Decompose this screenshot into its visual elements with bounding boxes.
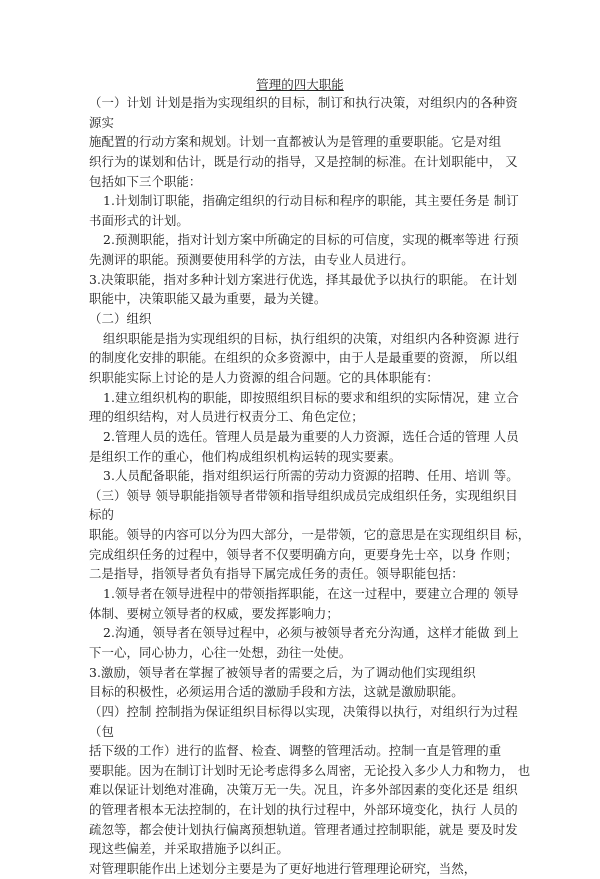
text-line: （四）控制 控制指为保证组织目标得以实现，决策得以执行，对组织行为过程 (89, 703, 518, 719)
text-line: 职能。领导的内容可以分为四大部分，一是带领，它的意思是在实现组织目 标， (89, 527, 531, 543)
text-line: 标的 (89, 507, 114, 523)
text-line: （三）领导 领导职能指领导者带领和指导组织成员完成组织任务，实现组织目 (89, 487, 518, 503)
text-line: 括下级的工作）进行的监督、检查、调整的管理活动。控制一直是管理的重 (89, 743, 502, 759)
text-line: 的制度化安排的职能。在组织的众多资源中，由于人是最重要的资源， 所以组 (89, 350, 518, 366)
text-line: 先测评的职能。预测要使用科学的方法，由专业人员进行。 (89, 252, 414, 268)
text-line: 1.计划制订职能，指确定组织的行动目标和程序的职能，其主要任务是 制订 (103, 193, 519, 209)
text-line: 源实 (89, 114, 114, 130)
document-title: 管理的四大职能 (256, 77, 344, 92)
text-line: 2.预测职能，指对计划方案中所确定的目标的可信度，实现的概率等进 行预 (103, 232, 519, 248)
text-line: 包括如下三个职能： (89, 173, 202, 189)
text-line: 施配置的行动方案和规划。计划一直都被认为是管理的重要职能。它是对组 (89, 134, 502, 150)
text-line: 下一心，同心协力，心往一处想，劲往一处使。 (89, 644, 352, 660)
text-line: 织行为的谋划和估计，既是行动的指导，又是控制的标准。在计划职能中， 又 (89, 153, 518, 169)
text-line: 2.沟通，领导者在领导过程中，必须与被领导者充分沟通，这样才能做 到上 (103, 625, 519, 641)
text-line: 3.人员配备职能，指对组织运行所需的劳动力资源的招聘、任用、培训 等。 (103, 468, 519, 484)
text-line: 对管理职能作出上述划分主要是为了更好地进行管理理论研究，当然， (89, 860, 477, 876)
text-line: 1.建立组织机构的职能，即按照组织目标的要求和组织的实际情况，建 立合 (103, 389, 519, 405)
text-line: （一）计划 计划是指为实现组织的目标，制订和执行决策，对组织内的各种资 (89, 95, 518, 110)
text-line: （包 (89, 723, 114, 739)
text-line: 3.决策职能，指对多种计划方案进行优选，择其最优予以执行的职能。 在计划 (89, 271, 518, 287)
text-line: 二是指导，指领导者负有指导下属完成任务的责任。领导职能包括： (89, 566, 464, 582)
text-line: 难以保证计划绝对准确，决策万无一失。况且，许多外部因素的变化还是 组织 (89, 782, 518, 798)
text-line: 的管理者根本无法控制的，在计划的执行过程中，外部环境变化，执行 人员的 (89, 802, 518, 818)
text-line: 体制、要树立领导者的权威，要发挥影响力； (89, 605, 339, 621)
text-line: 要职能。因为在制订计划时无论考虑得多么周密，无论投入多少人力和物力， 也 (89, 762, 531, 778)
document-body (89, 93, 529, 879)
text-line: （二）组织 (89, 311, 152, 327)
text-line: 理的组织结构，对人员进行权责分工、角色定位； (89, 409, 364, 425)
text-line: 织职能实际上讨论的是人力资源的组合问题。它的具体职能有： (89, 369, 439, 385)
text-line: 书面形式的计划。 (89, 212, 189, 228)
text-line: 职能中，决策职能又最为重要，最为关键。 (89, 291, 327, 307)
text-line: 组织职能是指为实现组织的目标，执行组织的决策，对组织内各种资源 进行 (103, 330, 520, 346)
text-line: 疏忽等，都会使计划执行偏离预想轨道。管理者通过控制职能，就是 要及时发 (89, 821, 518, 837)
text-line: 是组织工作的重心，他们构成组织机构运转的现实要素。 (89, 448, 402, 464)
text-line: 3.激励，领导者在掌握了被领导者的需要之后，为了调动他们实现组织 (89, 664, 476, 680)
text-line: 完成组织任务的过程中，领导者不仅要明确方向，更要身先士卒，以身 作则； (89, 546, 518, 562)
text-line: 目标的积极性，必须运用合适的激励手段和方法，这就是激励职能。 (89, 684, 464, 700)
text-line: 2.管理人员的选任。管理人员是最为重要的人力资源，选任合适的管理 人员 (103, 428, 519, 444)
text-line: 1.领导者在领导进程中的带领指挥职能，在这一过程中，要建立合理的 领导 (103, 586, 519, 602)
text-line: 现这些偏差，并采取措施予以纠正。 (89, 841, 289, 857)
